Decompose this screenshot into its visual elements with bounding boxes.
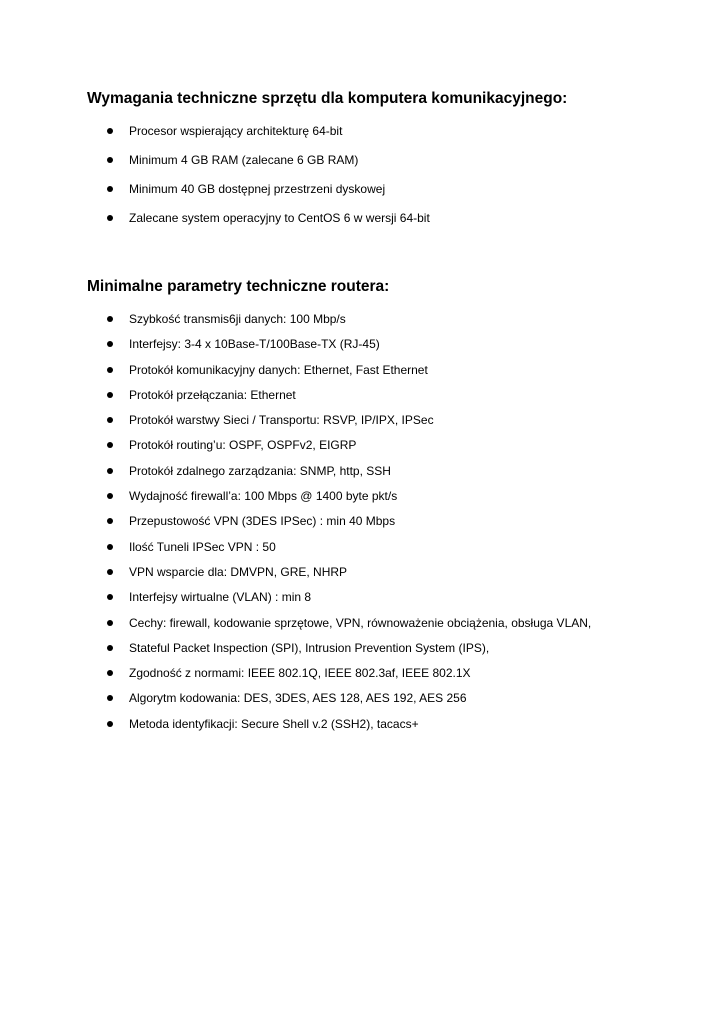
list-item (0, 562, 591, 587)
list-item-text: Protokół routing’u: OSPF, OSPFv2, EIGRP (129, 438, 357, 453)
list-item-text: Protokół zdalnego zarządzania: SNMP, http, SSH (129, 463, 391, 478)
list-item-text: Interfejsy wirtualne (VLAN) : min 8 (129, 590, 312, 605)
bullet-icon (107, 645, 113, 651)
bullet-icon (107, 544, 113, 550)
list-item-text: Ilość Tuneli IPSec VPN : 50 (129, 539, 276, 554)
bullet-icon (107, 157, 113, 163)
bullet-icon (107, 518, 113, 524)
bullet-icon (107, 594, 113, 600)
computer-requirements-list (0, 121, 430, 237)
list-item (0, 334, 591, 359)
list-item-text: Zgodność z normami: IEEE 802.1Q, IEEE 802.3af, IEEE 802.1X (129, 666, 471, 681)
list-item (0, 511, 591, 536)
list-item-text: Protokół komunikacyjny danych: Ethernet, Fast Ethernet (129, 362, 428, 377)
list-item (0, 410, 591, 435)
list-item-text: Protokół przełączania: Ethernet (129, 387, 296, 402)
list-item-text: Szybkość transmis6ji danych: 100 Mbp/s (129, 312, 346, 326)
bullet-icon (107, 417, 113, 423)
list-item (0, 537, 591, 562)
list-item (0, 663, 591, 688)
list-item-text: Przepustowość VPN (3DES IPSec) : min 40 Mbps (129, 514, 396, 529)
bullet-icon (107, 695, 113, 701)
bullet-icon (107, 392, 113, 398)
bullet-icon (107, 367, 113, 373)
bullet-icon (107, 186, 113, 192)
bullet-icon (107, 128, 113, 134)
list-item-text: Procesor wspierający architekturę 64-bit (129, 124, 343, 138)
list-item-text: VPN wsparcie dla: DMVPN, GRE, NHRP (129, 564, 348, 579)
section-heading-router-parameters: Minimalne parametry techniczne routera: (87, 278, 390, 295)
bullet-icon (107, 341, 113, 347)
list-item-text: Metoda identyfikacji: Secure Shell v.2 (SSH2), tacacs+ (129, 716, 419, 731)
list-item (0, 435, 591, 460)
list-item (0, 385, 591, 410)
section-heading-computer-requirements: Wymagania techniczne sprzętu dla komputera komunikacyjnego: (87, 90, 568, 107)
list-item (0, 360, 591, 385)
router-parameters-list (0, 309, 591, 739)
list-item (0, 179, 430, 208)
list-item-text: Interfejsy: 3-4 x 10Base-T/100Base-TX (RJ-45) (129, 337, 380, 352)
bullet-icon (107, 442, 113, 448)
list-item (0, 587, 591, 612)
list-item-text: Cechy: firewall, kodowanie sprzętowe, VPN, równoważenie obciążenia, obsługa VLAN, (129, 615, 592, 630)
list-item (0, 613, 591, 638)
list-item-text: Stateful Packet Inspection (SPI), Intrusion Prevention System (IPS), (129, 640, 490, 655)
list-item-text: Minimum 4 GB RAM (zalecane 6 GB RAM) (129, 153, 359, 167)
list-item (0, 309, 591, 334)
list-item (0, 638, 591, 663)
list-item (0, 121, 430, 150)
list-item-text: Minimum 40 GB dostępnej przestrzeni dyskowej (129, 182, 386, 196)
bullet-icon (107, 316, 113, 322)
list-item (0, 208, 430, 237)
list-item (0, 150, 430, 179)
list-item (0, 486, 591, 511)
bullet-icon (107, 670, 113, 676)
list-item (0, 714, 591, 739)
list-item-text: Wydajność firewall’a: 100 Mbps @ 1400 byte pkt/s (129, 489, 398, 504)
list-item (0, 688, 591, 713)
list-item-text: Zalecane system operacyjny to CentOS 6 w wersji 64-bit (129, 211, 430, 225)
bullet-icon (107, 468, 113, 474)
list-item-text: Protokół warstwy Sieci / Transportu: RSVP, IP/IPX, IPSec (129, 413, 434, 428)
list-item-text: Algorytm kodowania: DES, 3DES, AES 128, AES 192, AES 256 (129, 691, 467, 706)
bullet-icon (107, 569, 113, 575)
bullet-icon (107, 721, 113, 727)
bullet-icon (107, 215, 113, 221)
bullet-icon (107, 620, 113, 626)
list-item (0, 461, 591, 486)
bullet-icon (107, 493, 113, 499)
